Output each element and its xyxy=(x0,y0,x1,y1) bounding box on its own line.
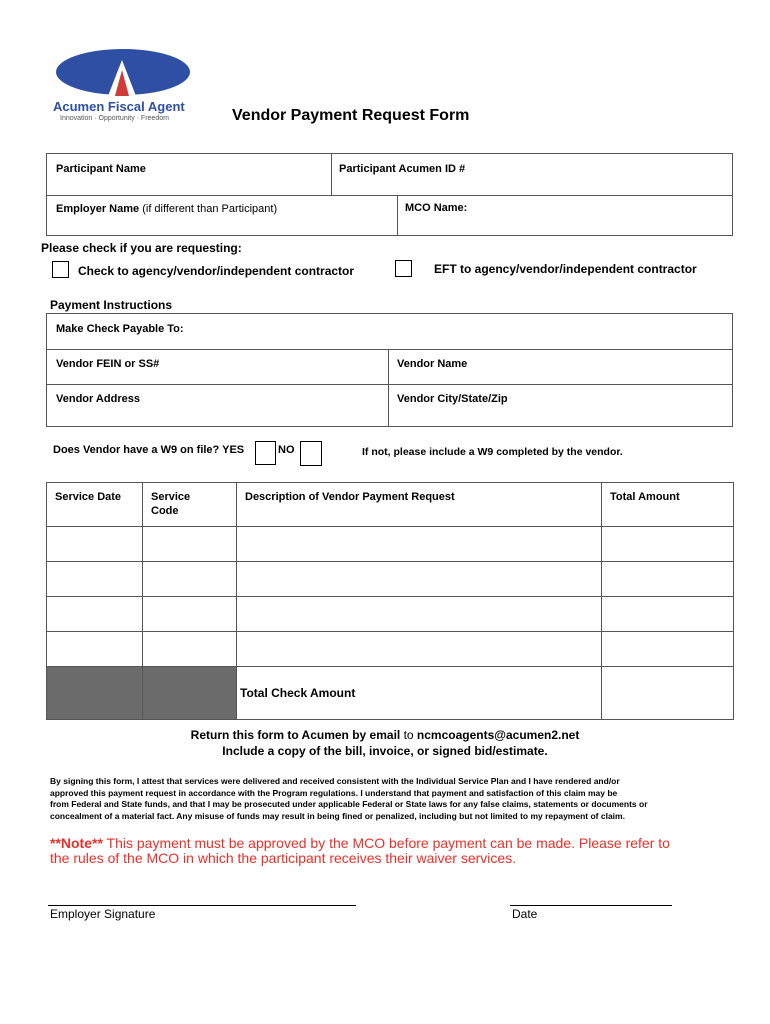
vendor-city-label: Vendor City/State/Zip xyxy=(397,393,508,405)
w9-yes-checkbox[interactable] xyxy=(255,441,276,465)
w9-no-label: NO xyxy=(278,444,295,456)
request-prompt: Please check if you are requesting: xyxy=(41,241,242,255)
header-service-code: Service Code xyxy=(143,483,237,527)
attestation-paragraph: By signing this form, I attest that services were delivered and received consistent with the Individual Service Plan and I have rendered and/or approved this payment request in accordance with the Program regulations. I understand that payment and satisfaction of this claim may be from Federal and State funds, and that I may be prosecuted under applicable Federal or State laws for any false claims, statements or documents or concealment of a material fact. Any misuse of funds may result in being fined or penalized, including but not limited to my repayment of claim. xyxy=(50,776,648,821)
service-code-cell[interactable] xyxy=(143,562,237,597)
service-date-cell[interactable] xyxy=(47,632,143,667)
logo-name: Acumen Fiscal Agent xyxy=(53,99,185,114)
page-title: Vendor Payment Request Form xyxy=(232,107,470,124)
check-option-checkbox[interactable] xyxy=(52,261,69,278)
shaded-cell xyxy=(47,667,143,720)
check-option-label: Check to agency/vendor/independent contractor xyxy=(78,264,355,278)
employer-name-label: Employer Name (if different than Participant) xyxy=(56,203,278,215)
date-line[interactable] xyxy=(510,905,672,906)
email-link[interactable]: ncmcoagents@acumen2.net xyxy=(416,728,580,742)
payable-to-cell[interactable] xyxy=(46,313,733,350)
payment-heading: Payment Instructions xyxy=(50,298,173,312)
employer-signature-label: Employer Signature xyxy=(50,907,156,921)
amount-cell[interactable] xyxy=(602,562,734,597)
note-prefix: **Note** xyxy=(50,835,103,851)
return-to-text: to xyxy=(403,728,417,742)
eft-option-label: EFT to agency/vendor/independent contractor xyxy=(434,262,697,276)
table-row xyxy=(47,632,734,667)
amount-cell[interactable] xyxy=(602,597,734,632)
service-code-cell[interactable] xyxy=(143,597,237,632)
vendor-fein-cell[interactable] xyxy=(46,349,389,385)
header-service-date: Service Date xyxy=(47,483,143,527)
description-cell[interactable] xyxy=(237,562,602,597)
vendor-address-label: Vendor Address xyxy=(56,393,140,405)
table-row xyxy=(47,527,734,562)
total-label-cell xyxy=(237,667,602,720)
mco-note: **Note** This payment must be approved by the MCO before payment can be made. Please refer to the rules of the MCO in which the participant receives their waiver services. xyxy=(50,835,670,866)
participant-name-cell[interactable] xyxy=(46,153,332,196)
service-date-cell[interactable] xyxy=(47,562,143,597)
services-table xyxy=(46,482,734,720)
service-date-cell[interactable] xyxy=(47,597,143,632)
mco-name-label: MCO Name: xyxy=(405,202,468,214)
shaded-cell xyxy=(143,667,237,720)
return-instructions xyxy=(0,727,770,759)
date-label: Date xyxy=(512,907,538,921)
total-check-amount-label: Total Check Amount xyxy=(240,686,356,700)
table-row xyxy=(47,597,734,632)
employer-signature-line[interactable] xyxy=(48,905,356,906)
vendor-city-cell[interactable] xyxy=(388,384,733,427)
vendor-name-cell[interactable] xyxy=(388,349,733,385)
description-cell[interactable] xyxy=(237,527,602,562)
table-row xyxy=(47,562,734,597)
w9-note: If not, please include a W9 completed by the vendor. xyxy=(362,446,623,458)
w9-question: Does Vendor have a W9 on file? YES xyxy=(53,444,245,456)
total-row xyxy=(47,667,734,720)
amount-cell[interactable] xyxy=(602,527,734,562)
eft-option-checkbox[interactable] xyxy=(395,260,412,277)
service-code-cell[interactable] xyxy=(143,527,237,562)
participant-id-label: Participant Acumen ID # xyxy=(339,163,466,175)
participant-name-label: Participant Name xyxy=(56,163,146,175)
header-description: Description of Vendor Payment Request xyxy=(237,483,602,527)
return-text: Return this form to Acumen by email xyxy=(190,728,404,742)
services-header-row xyxy=(47,483,734,527)
logo-tagline: Innovation · Opportunity · Freedom xyxy=(60,115,169,122)
w9-no-checkbox[interactable] xyxy=(300,441,322,466)
vendor-fein-label: Vendor FEIN or SS# xyxy=(56,358,160,370)
service-date-cell[interactable] xyxy=(47,527,143,562)
mco-name-cell[interactable] xyxy=(397,195,733,236)
participant-id-cell[interactable] xyxy=(331,153,733,196)
description-cell[interactable] xyxy=(237,597,602,632)
vendor-address-cell[interactable] xyxy=(46,384,389,427)
amount-cell[interactable] xyxy=(602,632,734,667)
payable-to-label: Make Check Payable To: xyxy=(56,323,184,335)
total-amount-cell[interactable] xyxy=(602,667,734,720)
return-copy-text: Include a copy of the bill, invoice, or signed bid/estimate. xyxy=(222,744,548,758)
vendor-name-label: Vendor Name xyxy=(397,358,468,370)
header-total-amount: Total Amount xyxy=(602,483,734,527)
service-code-cell[interactable] xyxy=(143,632,237,667)
description-cell[interactable] xyxy=(237,632,602,667)
employer-name-cell[interactable] xyxy=(46,195,398,236)
